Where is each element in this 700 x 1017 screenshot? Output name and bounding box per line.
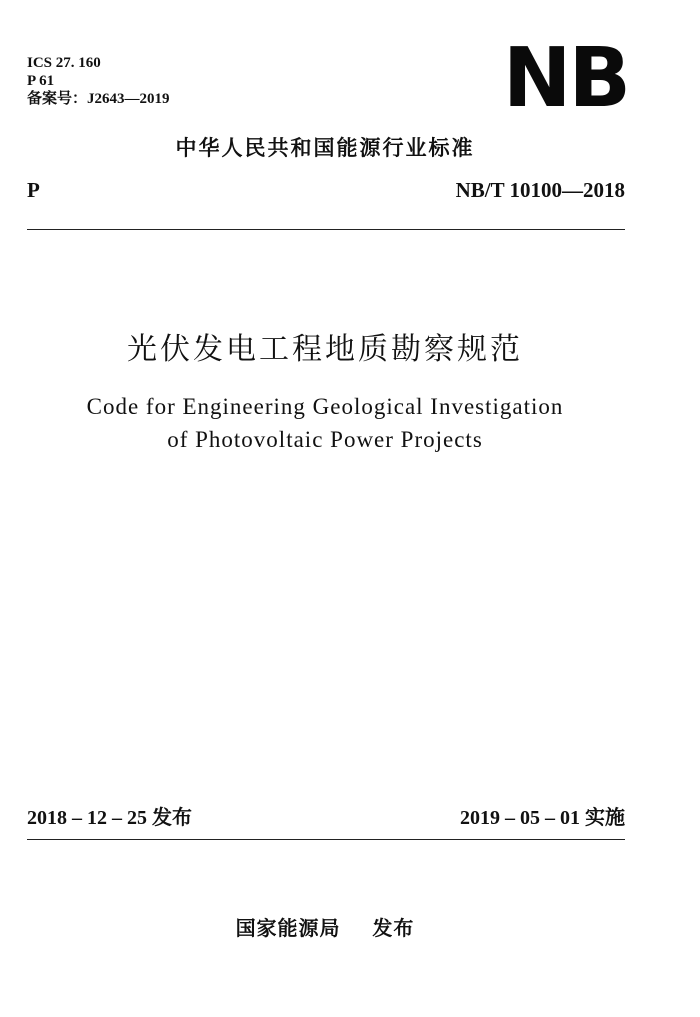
standard-number: NB/T 10100—2018 <box>455 178 625 202</box>
ics-code: ICS 27. 160 <box>27 55 101 71</box>
publisher: 国家能源局 发布 <box>235 916 415 940</box>
document-title-english-line-2: of Photovoltaic Power Projects <box>167 427 483 452</box>
filing-number: 备案号：J2643—2019 <box>27 91 170 107</box>
category-code: P 61 <box>27 73 55 89</box>
issue-date: 2018 – 12 – 25 发布 <box>27 807 192 829</box>
document-title-english-line-1: Code for Engineering Geological Investigation <box>86 394 564 419</box>
document-title-chinese: 光伏发电工程地质勘察规范 <box>127 332 523 367</box>
standard-category: P <box>27 178 40 202</box>
top-divider <box>27 229 625 230</box>
standard-type-heading: 中华人民共和国能源行业标准 <box>175 136 475 160</box>
implementation-date: 2019 – 05 – 01 实施 <box>460 807 625 829</box>
nb-logo: NB <box>502 31 628 126</box>
bottom-divider <box>27 839 625 840</box>
